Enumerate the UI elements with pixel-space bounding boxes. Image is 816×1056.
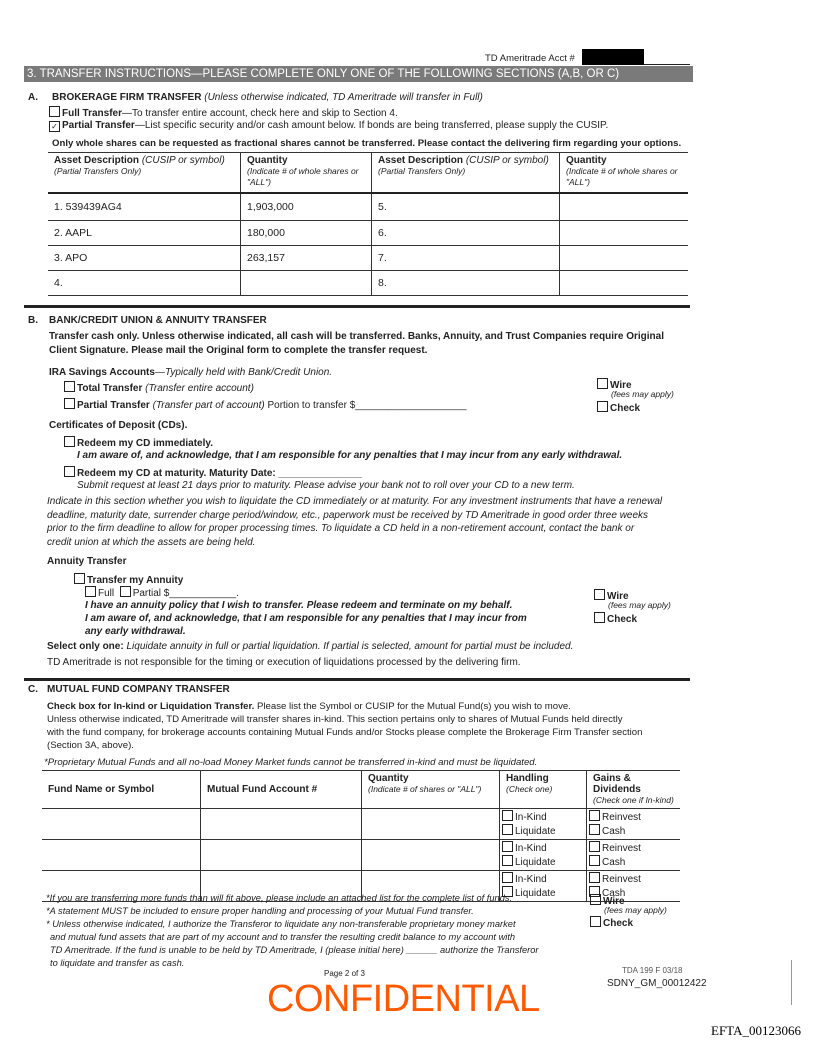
checkbox[interactable]	[589, 824, 600, 835]
checkbox[interactable]	[502, 855, 513, 866]
label: IRA Savings Accounts	[49, 367, 155, 378]
checkbox[interactable]	[590, 894, 601, 905]
section-note: (Unless otherwise indicated, TD Ameritrade will transfer in Full)	[204, 92, 483, 103]
redeem-immediately-option[interactable]	[64, 436, 213, 449]
col-header: Mutual Fund Account #	[201, 771, 362, 809]
l: *If you are transferring more funds than will fit above, please include an attached list for the complete list of funds.	[46, 893, 513, 903]
h: (Check one if In-kind)	[593, 795, 674, 805]
col-header	[372, 153, 560, 193]
l: Wire	[610, 380, 632, 391]
intro-text: Transfer cash only. Unless otherwise indicated, all cash will be transferred. Banks, Annuity, and Trust Companies require Original	[49, 331, 664, 342]
inkind-option[interactable]	[502, 810, 584, 824]
h: Asset Description	[378, 155, 464, 166]
h: (CUSIP or symbol)	[141, 155, 225, 166]
l: In-Kind	[515, 843, 547, 854]
line: credit union at which the assets are being held.	[47, 536, 256, 548]
col-header	[560, 153, 689, 193]
checkbox[interactable]	[120, 586, 131, 597]
table-cell[interactable]: 6.	[372, 221, 560, 246]
checkbox[interactable]	[589, 841, 600, 852]
table-cell[interactable]	[241, 271, 372, 296]
label: —Typically held with Bank/Credit Union.	[154, 367, 333, 378]
checkbox[interactable]	[74, 573, 85, 584]
l: Wire	[607, 591, 629, 602]
form-code: TDA 199 F 03/18	[622, 966, 683, 975]
divider	[24, 678, 690, 681]
l: Transfer my Annuity	[87, 575, 184, 586]
handling-cell	[500, 809, 587, 840]
checkbox[interactable]	[597, 401, 608, 412]
table-row	[42, 840, 680, 871]
table-cell[interactable]	[560, 271, 689, 296]
line: I have an annuity policy that I wish to transfer. Please redeem and terminate on my behalf.	[85, 600, 513, 611]
cd-note: I am aware of, and acknowledge, that I am responsible for any penalties that I may incur from any early withdrawal.	[77, 450, 623, 461]
label: Full Transfer	[62, 108, 123, 119]
cash-option[interactable]	[589, 855, 678, 869]
l: Total Transfer	[77, 383, 143, 394]
l: In-Kind	[515, 874, 547, 885]
l: Cash	[602, 888, 626, 899]
table-cell[interactable]: 7.	[372, 246, 560, 271]
table-cell[interactable]: 8.	[372, 271, 560, 296]
table-cell[interactable]	[560, 221, 689, 246]
table-cell[interactable]: 1. 539439AG4	[48, 193, 241, 221]
checkbox[interactable]	[502, 824, 513, 835]
section-letter: C.	[28, 684, 38, 695]
confidential-stamp: CONFIDENTIAL	[267, 978, 540, 1020]
col-header	[241, 153, 372, 193]
scan-edge	[791, 960, 792, 1005]
checkbox[interactable]	[597, 378, 608, 389]
disclaimer: TD Ameritrade is not responsible for the timing or execution of liquidations processed by the delivering firm.	[47, 657, 521, 668]
inkind-option[interactable]	[502, 841, 584, 855]
intro-text: Client Signature. Please mail the Original form to complete the transfer request.	[49, 345, 428, 356]
checkbox[interactable]	[502, 841, 513, 852]
l: *A statement MUST be included to ensure proper handling and processing of your Mutual Fund transfer.	[46, 906, 474, 916]
section-header: 3. TRANSFER INSTRUCTIONS—PLEASE COMPLETE ONLY ONE OF THE FOLLOWING SECTIONS (A,B, OR C)	[24, 66, 693, 82]
h: Handling	[506, 773, 549, 784]
cd-note: Submit request at least 21 days prior to maturity. Please advise your bank not to roll over your CD to a new term.	[77, 480, 575, 491]
label: Partial Transfer	[62, 120, 135, 131]
fees-note: (fees may apply)	[604, 905, 667, 915]
table-cell[interactable]: 263,157	[241, 246, 372, 271]
col-header	[48, 153, 241, 193]
mutual-fund-table	[42, 770, 680, 902]
gains-cell	[587, 840, 681, 871]
checkbox[interactable]	[85, 586, 96, 597]
l: Redeem my CD immediately.	[77, 438, 213, 449]
l: Redeem my CD at maturity. Maturity Date: _______________	[77, 468, 362, 479]
c-intro	[47, 700, 642, 752]
liquidate-option[interactable]	[502, 824, 584, 838]
acct-label: TD Ameritrade Acct #	[485, 53, 575, 64]
l: (Transfer entire account)	[145, 383, 254, 394]
checkbox[interactable]	[49, 106, 60, 117]
portion-field[interactable]: Portion to transfer $____________________	[267, 400, 467, 411]
checkbox[interactable]	[589, 872, 600, 883]
l: Check	[603, 918, 634, 929]
l: Check	[607, 614, 638, 625]
table-row	[48, 271, 688, 296]
h: (Partial Transfers Only)	[54, 166, 142, 176]
reinvest-option[interactable]	[589, 872, 678, 886]
liquidate-option[interactable]	[502, 855, 584, 869]
line: prior to the firm deadline to allow for proper processing times. To liquidate a CD held in a non-retirement account, contact the bank or	[47, 523, 635, 534]
table-row	[48, 221, 688, 246]
check-option[interactable]	[594, 612, 637, 625]
line: I am aware of, and acknowledge, that I am responsible for any penalties that I may incur from	[85, 613, 527, 624]
handling-cell	[500, 840, 587, 871]
annuity-title: Annuity Transfer	[47, 556, 127, 567]
reinvest-option[interactable]	[589, 810, 678, 824]
checkbox[interactable]	[502, 810, 513, 821]
check-option[interactable]	[597, 401, 640, 414]
col-header: Fund Name or Symbol	[42, 771, 201, 809]
redeem-maturity-option[interactable]	[64, 466, 362, 479]
table-cell[interactable]: 4.	[48, 271, 241, 296]
fees-note: (fees may apply)	[608, 600, 671, 610]
account-cell[interactable]	[201, 840, 362, 871]
mf-notes	[46, 892, 539, 970]
full-transfer-option[interactable]	[49, 106, 398, 119]
checkbox[interactable]	[64, 381, 75, 392]
section-letter: B.	[28, 315, 38, 326]
gains-cell	[587, 809, 681, 840]
checkbox[interactable]	[594, 612, 605, 623]
cash-option[interactable]	[589, 824, 678, 838]
l: Liquidate	[515, 826, 556, 837]
checkbox[interactable]	[590, 916, 601, 927]
page-number: Page 2 of 3	[324, 969, 365, 978]
h: (Check one)	[506, 784, 553, 794]
checkbox[interactable]	[589, 855, 600, 866]
total-transfer-option[interactable]	[64, 381, 254, 394]
l: (Section 3A, above).	[47, 740, 134, 751]
inkind-option[interactable]	[502, 872, 584, 886]
table-cell[interactable]: 5.	[372, 193, 560, 221]
fund-cell[interactable]	[42, 840, 201, 871]
l: Reinvest	[602, 843, 641, 854]
table-cell[interactable]: 3. APO	[48, 246, 241, 271]
h: (Indicate # of whole shares or "ALL")	[247, 166, 359, 187]
table-cell[interactable]: 180,000	[241, 221, 372, 246]
section-letter: A.	[28, 92, 38, 103]
l: Please list the Symbol or CUSIP for the Mutual Fund(s) you wish to move.	[257, 701, 571, 712]
divider	[24, 305, 690, 308]
partial-transfer-option[interactable]	[64, 398, 467, 411]
table-row	[42, 809, 680, 840]
l: Liquidate annuity in full or partial liquidation. If partial is selected, amount for partial must be included.	[126, 641, 574, 652]
l: Partial Transfer	[77, 400, 150, 411]
table-row	[48, 246, 688, 271]
h: Quantity	[566, 155, 607, 166]
l: to liquidate and transfer as cash.	[50, 958, 185, 968]
table-cell[interactable]: 2. AAPL	[48, 221, 241, 246]
table-row	[48, 193, 688, 221]
check-option[interactable]	[590, 916, 633, 929]
table-cell[interactable]	[560, 246, 689, 271]
l: Cash	[602, 826, 626, 837]
h: (CUSIP or symbol)	[465, 155, 549, 166]
checkbox-checked[interactable]: ✓	[49, 121, 60, 132]
l: * Unless otherwise indicated, I authorize the Transferor to liquidate any non-transferable proprietary money market	[46, 919, 516, 929]
l: Liquidate	[515, 857, 556, 868]
efta-number: EFTA_00123066	[711, 1023, 801, 1038]
annuity-amount-options[interactable]	[85, 586, 239, 599]
partial-transfer-option[interactable]	[49, 120, 608, 132]
section-title: MUTUAL FUND COMPANY TRANSFER	[47, 684, 230, 695]
l: with the fund company, for brokerage accounts containing Mutual Funds and/or Stocks please complete the Brokerage Firm Transfer section	[47, 727, 643, 738]
asset-table	[48, 152, 688, 296]
table-cell[interactable]	[560, 193, 689, 221]
h: (Partial Transfers Only)	[378, 166, 466, 176]
checkbox[interactable]	[502, 872, 513, 883]
acct-underline	[644, 64, 690, 65]
cd-paragraph	[47, 495, 662, 549]
line: Indicate in this section whether you wish to liquidate the CD immediately or at maturity. For any investment instruments that have a renewal	[47, 496, 663, 507]
l: Check box for In-kind or Liquidation Transfer.	[47, 701, 255, 712]
proprietary-note: *Proprietary Mutual Funds and all no-load Money Market funds cannot be transferred in-kind and must be liquidated.	[44, 757, 538, 768]
line: deadline, maturity date, surrender charge period/window, etc., paperwork must be received by TD Ameritrade in good order three weeks	[47, 509, 649, 521]
text: —List specific security and/or cash amount below. If bonds are being transferred, please supply the CUSIP.	[134, 120, 609, 131]
l: Unless otherwise indicated, TD Ameritrade will transfer shares in-kind. This section pertains only to shares of Mutual Funds held directly	[47, 714, 623, 725]
checkbox[interactable]	[64, 466, 75, 477]
h: Gains & Dividends	[593, 773, 641, 795]
l: TD Ameritrade. If the fund is unable to be held by TD Ameritrade, I (please initial here) ______ authorize the Transferor	[50, 945, 539, 955]
fund-cell[interactable]	[42, 809, 201, 840]
checkbox[interactable]	[64, 436, 75, 447]
quantity-cell[interactable]	[362, 840, 500, 871]
l: In-Kind	[515, 812, 547, 823]
transfer-annuity-option[interactable]	[74, 573, 183, 586]
h: Quantity	[368, 773, 409, 784]
l: Liquidate	[515, 888, 556, 899]
checkbox[interactable]	[594, 589, 605, 600]
l: Reinvest	[602, 812, 641, 823]
l: Select only one:	[47, 641, 124, 652]
checkbox[interactable]	[589, 810, 600, 821]
h: Asset Description	[54, 155, 140, 166]
h: Quantity	[247, 155, 288, 166]
text: —To transfer entire account, check here and skip to Section 4.	[122, 108, 398, 119]
l: Partial $____________.	[132, 588, 239, 599]
l: Wire	[603, 896, 625, 907]
reinvest-option[interactable]	[589, 841, 678, 855]
h: (Indicate # of shares or "ALL")	[368, 784, 482, 794]
checkbox[interactable]	[64, 398, 75, 409]
l: Cash	[602, 857, 626, 868]
h: (Indicate # of whole shares or "ALL")	[566, 166, 678, 187]
table-cell[interactable]: 1,903,000	[241, 193, 372, 221]
l: Reinvest	[602, 874, 641, 885]
bates-number: SDNY_GM_00012422	[607, 978, 707, 989]
l: Full	[98, 588, 115, 599]
cd-title: Certificates of Deposit (CDs).	[49, 420, 188, 431]
account-cell[interactable]	[201, 809, 362, 840]
fees-note: (fees may apply)	[611, 389, 674, 399]
redaction-box	[582, 49, 644, 65]
section-title: BROKERAGE FIRM TRANSFER	[52, 92, 202, 103]
l: (Transfer part of account)	[152, 400, 265, 411]
section-title: BANK/CREDIT UNION & ANNUITY TRANSFER	[49, 315, 267, 326]
line: any early withdrawal.	[85, 626, 186, 637]
l: and mutual fund assets that are part of my account and to transfer the resulting credit balance to my account with	[50, 932, 516, 942]
quantity-cell[interactable]	[362, 809, 500, 840]
annuity-text	[85, 599, 527, 638]
l: Check	[610, 403, 641, 414]
whole-shares-note: Only whole shares can be requested as fractional shares cannot be transferred. Please contact the delivering firm regarding your options.	[52, 138, 682, 149]
